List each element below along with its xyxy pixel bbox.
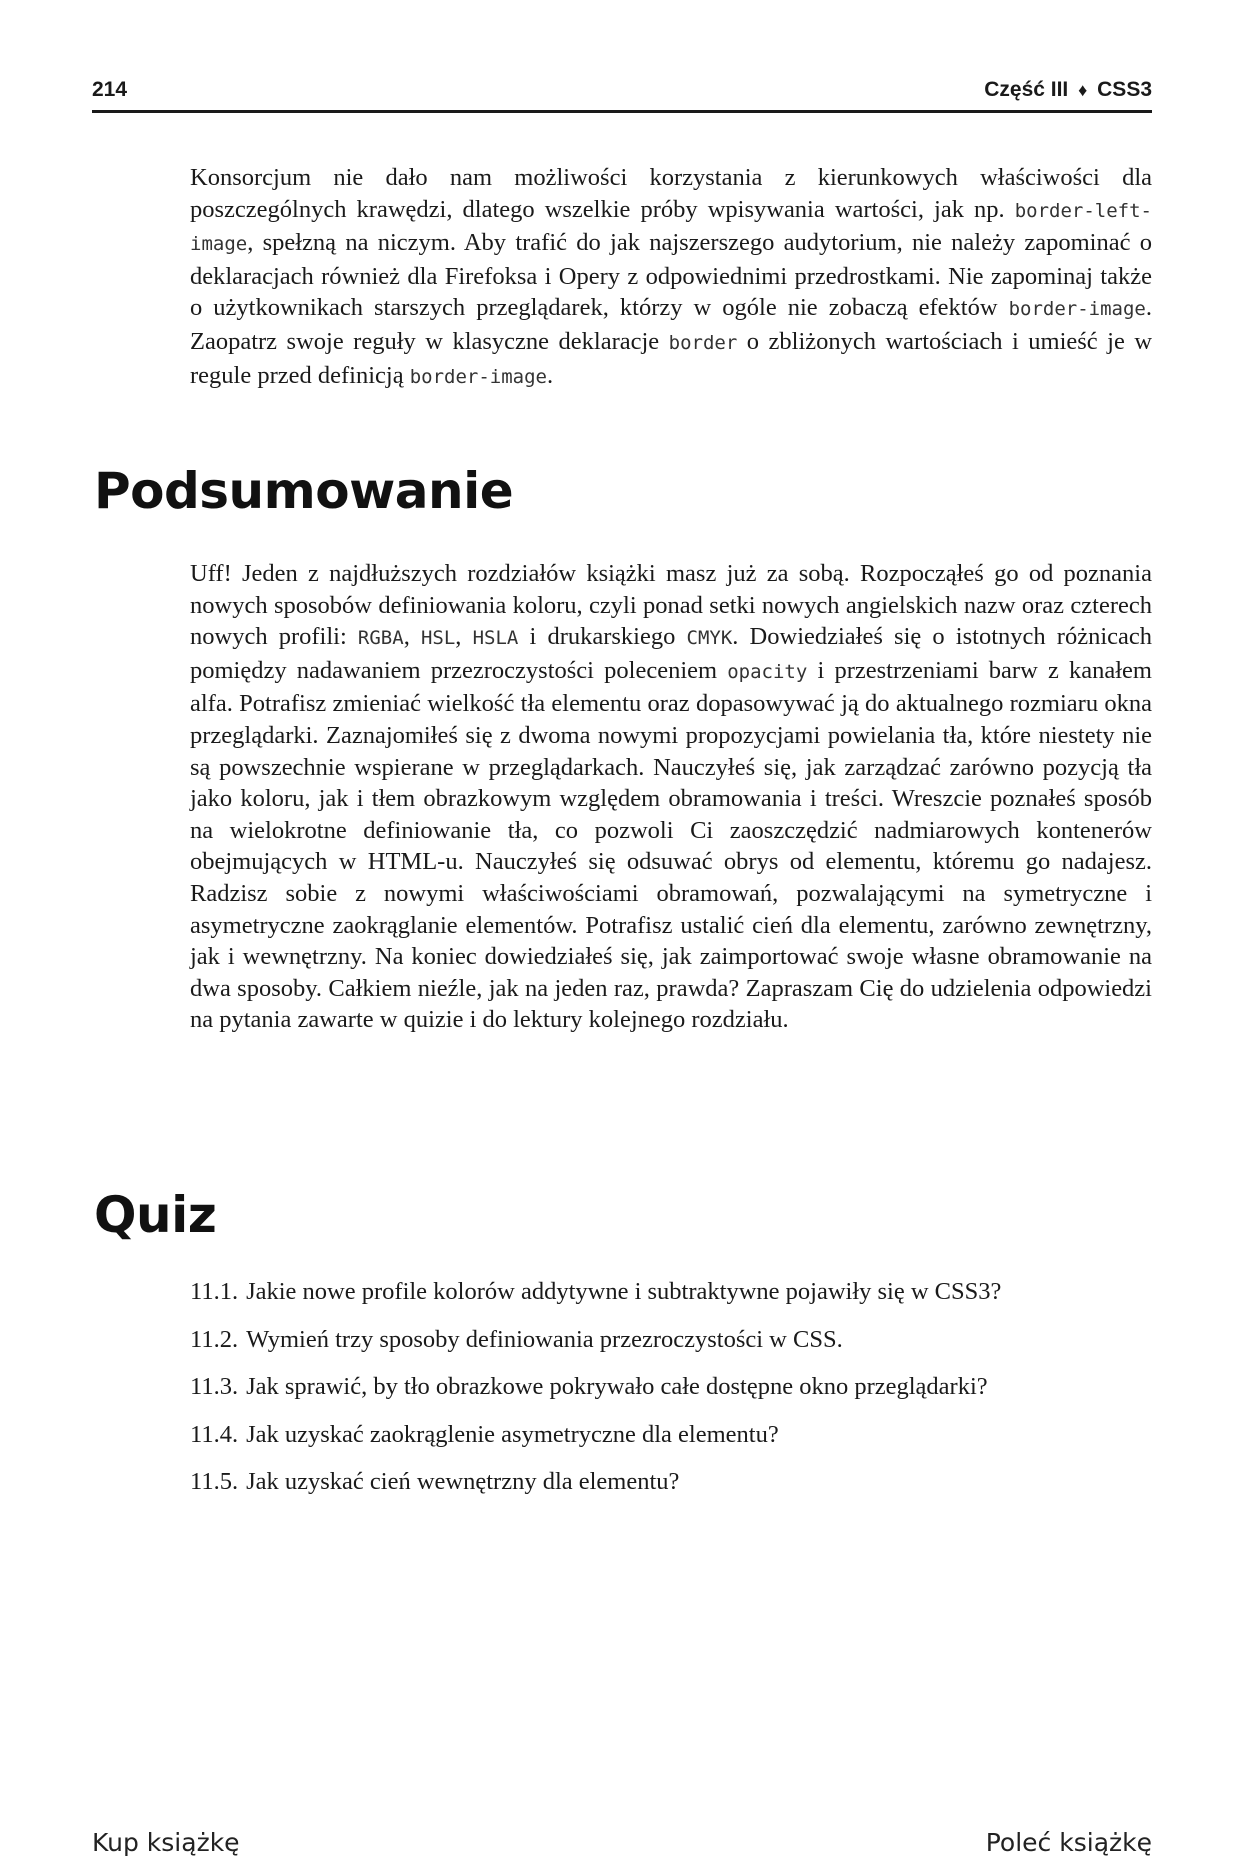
quiz-item-number: 11.5. — [190, 1468, 239, 1496]
quiz-item — [190, 1419, 1152, 1451]
quiz-item — [190, 1276, 1152, 1308]
quiz-item-text: Jakie nowe profile kolorów addytywne i subtraktywne pojawiły się w CSS3? — [246, 1278, 1002, 1305]
page-number: 214 — [92, 78, 128, 101]
code-hsla: HSLA — [472, 627, 519, 650]
text-run: , — [403, 623, 421, 651]
summary-paragraph — [190, 558, 1152, 1036]
text-run: i przestrzeniami barw z kanałem alfa. Potrafisz zmieniać wielkość tła elementu oraz dopasowywać ją do aktualnego rozmiaru okna przeglądarki. Zaznajomiłeś się z dwoma nowymi propozycjami powielania tła, które niestety nie są powszechnie wspierane w przeglądarkach. Nauczyłeś się, jak zarządzać zarówno pozycją tła jako koloru, jak i tłem obrazkowym względem obramowania i treści. Wreszcie poznałeś sposób na wielokrotne definiowanie tła, co pozwoli Ci zaoszczędzić nadmiarowych kontenerów obejmujących w HTML-u. Nauczyłeś się odsuwać obrys od elementu, któremu go nadajesz. Radzisz sobie z nowymi właściwościami obramowań, pozwalającymi na symetryczne i asymetryczne zaokrąglanie elementów. Potrafisz ustalić cień dla elementu, zarówno zewnętrzny, jak i wewnętrzny. Na koniec dowiedziałeś się, jak zaimportować swoje własne obramowanie na dwa sposoby. Całkiem nieźle, jak na jeden raz, prawda? Zapraszam Cię do udzielenia odpowiedzi na pytania zawarte w quizie i do lektury kolejnego rozdziału. — [190, 656, 1152, 1034]
diamond-separator-icon: ♦ — [1078, 80, 1088, 100]
quiz-item-text: Jak uzyskać zaokrąglenie asymetryczne dla elementu? — [246, 1420, 779, 1448]
quiz-item-number: 11.3. — [190, 1373, 239, 1401]
code-hsl: HSL — [420, 627, 456, 650]
text-run: , spełzną na niczym. Aby trafić do jak najszerszego audytorium, nie należy zapominać o deklaracjach również dla Firefoksa i Opery z odpowiednimi przedrostkami. Nie zapominaj także o użytkownikach starszych przeglądarek, którzy w ogóle nie zobaczą efektów — [190, 229, 1152, 322]
text-run: . Zaopatrz swoje reguły w klasyczne deklaracje — [190, 294, 1152, 355]
quiz-item — [190, 1324, 1152, 1356]
text-run: Konsorcjum nie dało nam możliwości korzystania z kierunkowych właściwości dla poszczególnych krawędzi, dlatego wszelkie próby wpisywania wartości, jak np. — [190, 164, 1152, 223]
code-rgba: RGBA — [357, 627, 404, 650]
quiz-item-text: Jak sprawić, by tło obrazkowe pokrywało całe dostępne okno przeglądarki? — [246, 1373, 988, 1401]
page-header — [92, 74, 1152, 113]
text-run: Uff! Jeden z najdłuższych rozdziałów książki masz już za sobą. Rozpocząłeś go od poznania nowych sposobów definiowania koloru, czyli ponad setki nowych angielskich nazw oraz czterech nowych profili: — [190, 560, 1152, 651]
code-opacity: opacity — [727, 660, 808, 683]
quiz-item-text: Wymień trzy sposoby definiowania przezroczystości w CSS. — [246, 1325, 843, 1353]
code-border: border — [668, 331, 738, 354]
quiz-item — [190, 1466, 1152, 1498]
text-run: . — [546, 361, 554, 389]
buy-book-link[interactable]: Kup książkę — [92, 1828, 240, 1857]
quiz-item — [190, 1371, 1152, 1403]
chapter-label: CSS3 — [1097, 78, 1152, 101]
section-heading-summary: Podsumowanie — [94, 462, 514, 520]
text-run: i drukarskiego — [518, 623, 687, 651]
intro-paragraph — [190, 162, 1152, 393]
quiz-item-number: 11.1. — [190, 1278, 239, 1305]
quiz-item-number: 11.4. — [190, 1420, 239, 1448]
quiz-list — [190, 1276, 1152, 1514]
code-cmyk: CMYK — [686, 627, 733, 650]
code-border-left-image: border-left-image — [190, 199, 1152, 256]
quiz-item-text: Jak uzyskać cień wewnętrzny dla elementu? — [246, 1468, 680, 1496]
quiz-item-number: 11.2. — [190, 1325, 239, 1353]
running-title — [984, 78, 1152, 102]
text-run: , — [455, 623, 473, 651]
section-heading-quiz: Quiz — [94, 1186, 217, 1244]
text-run: o zbliżonych wartościach i umieść je w regule przed definicją — [190, 327, 1153, 389]
text-run: . Dowiedziałeś się o istotnych różnicach pomiędzy nadawaniem przezroczystości poleceniem — [190, 623, 1153, 684]
recommend-book-link[interactable]: Poleć książkę — [985, 1828, 1152, 1857]
part-label: Część III — [984, 78, 1069, 101]
code-border-image: border-image — [1008, 298, 1146, 321]
code-border-image: border-image — [409, 365, 547, 388]
